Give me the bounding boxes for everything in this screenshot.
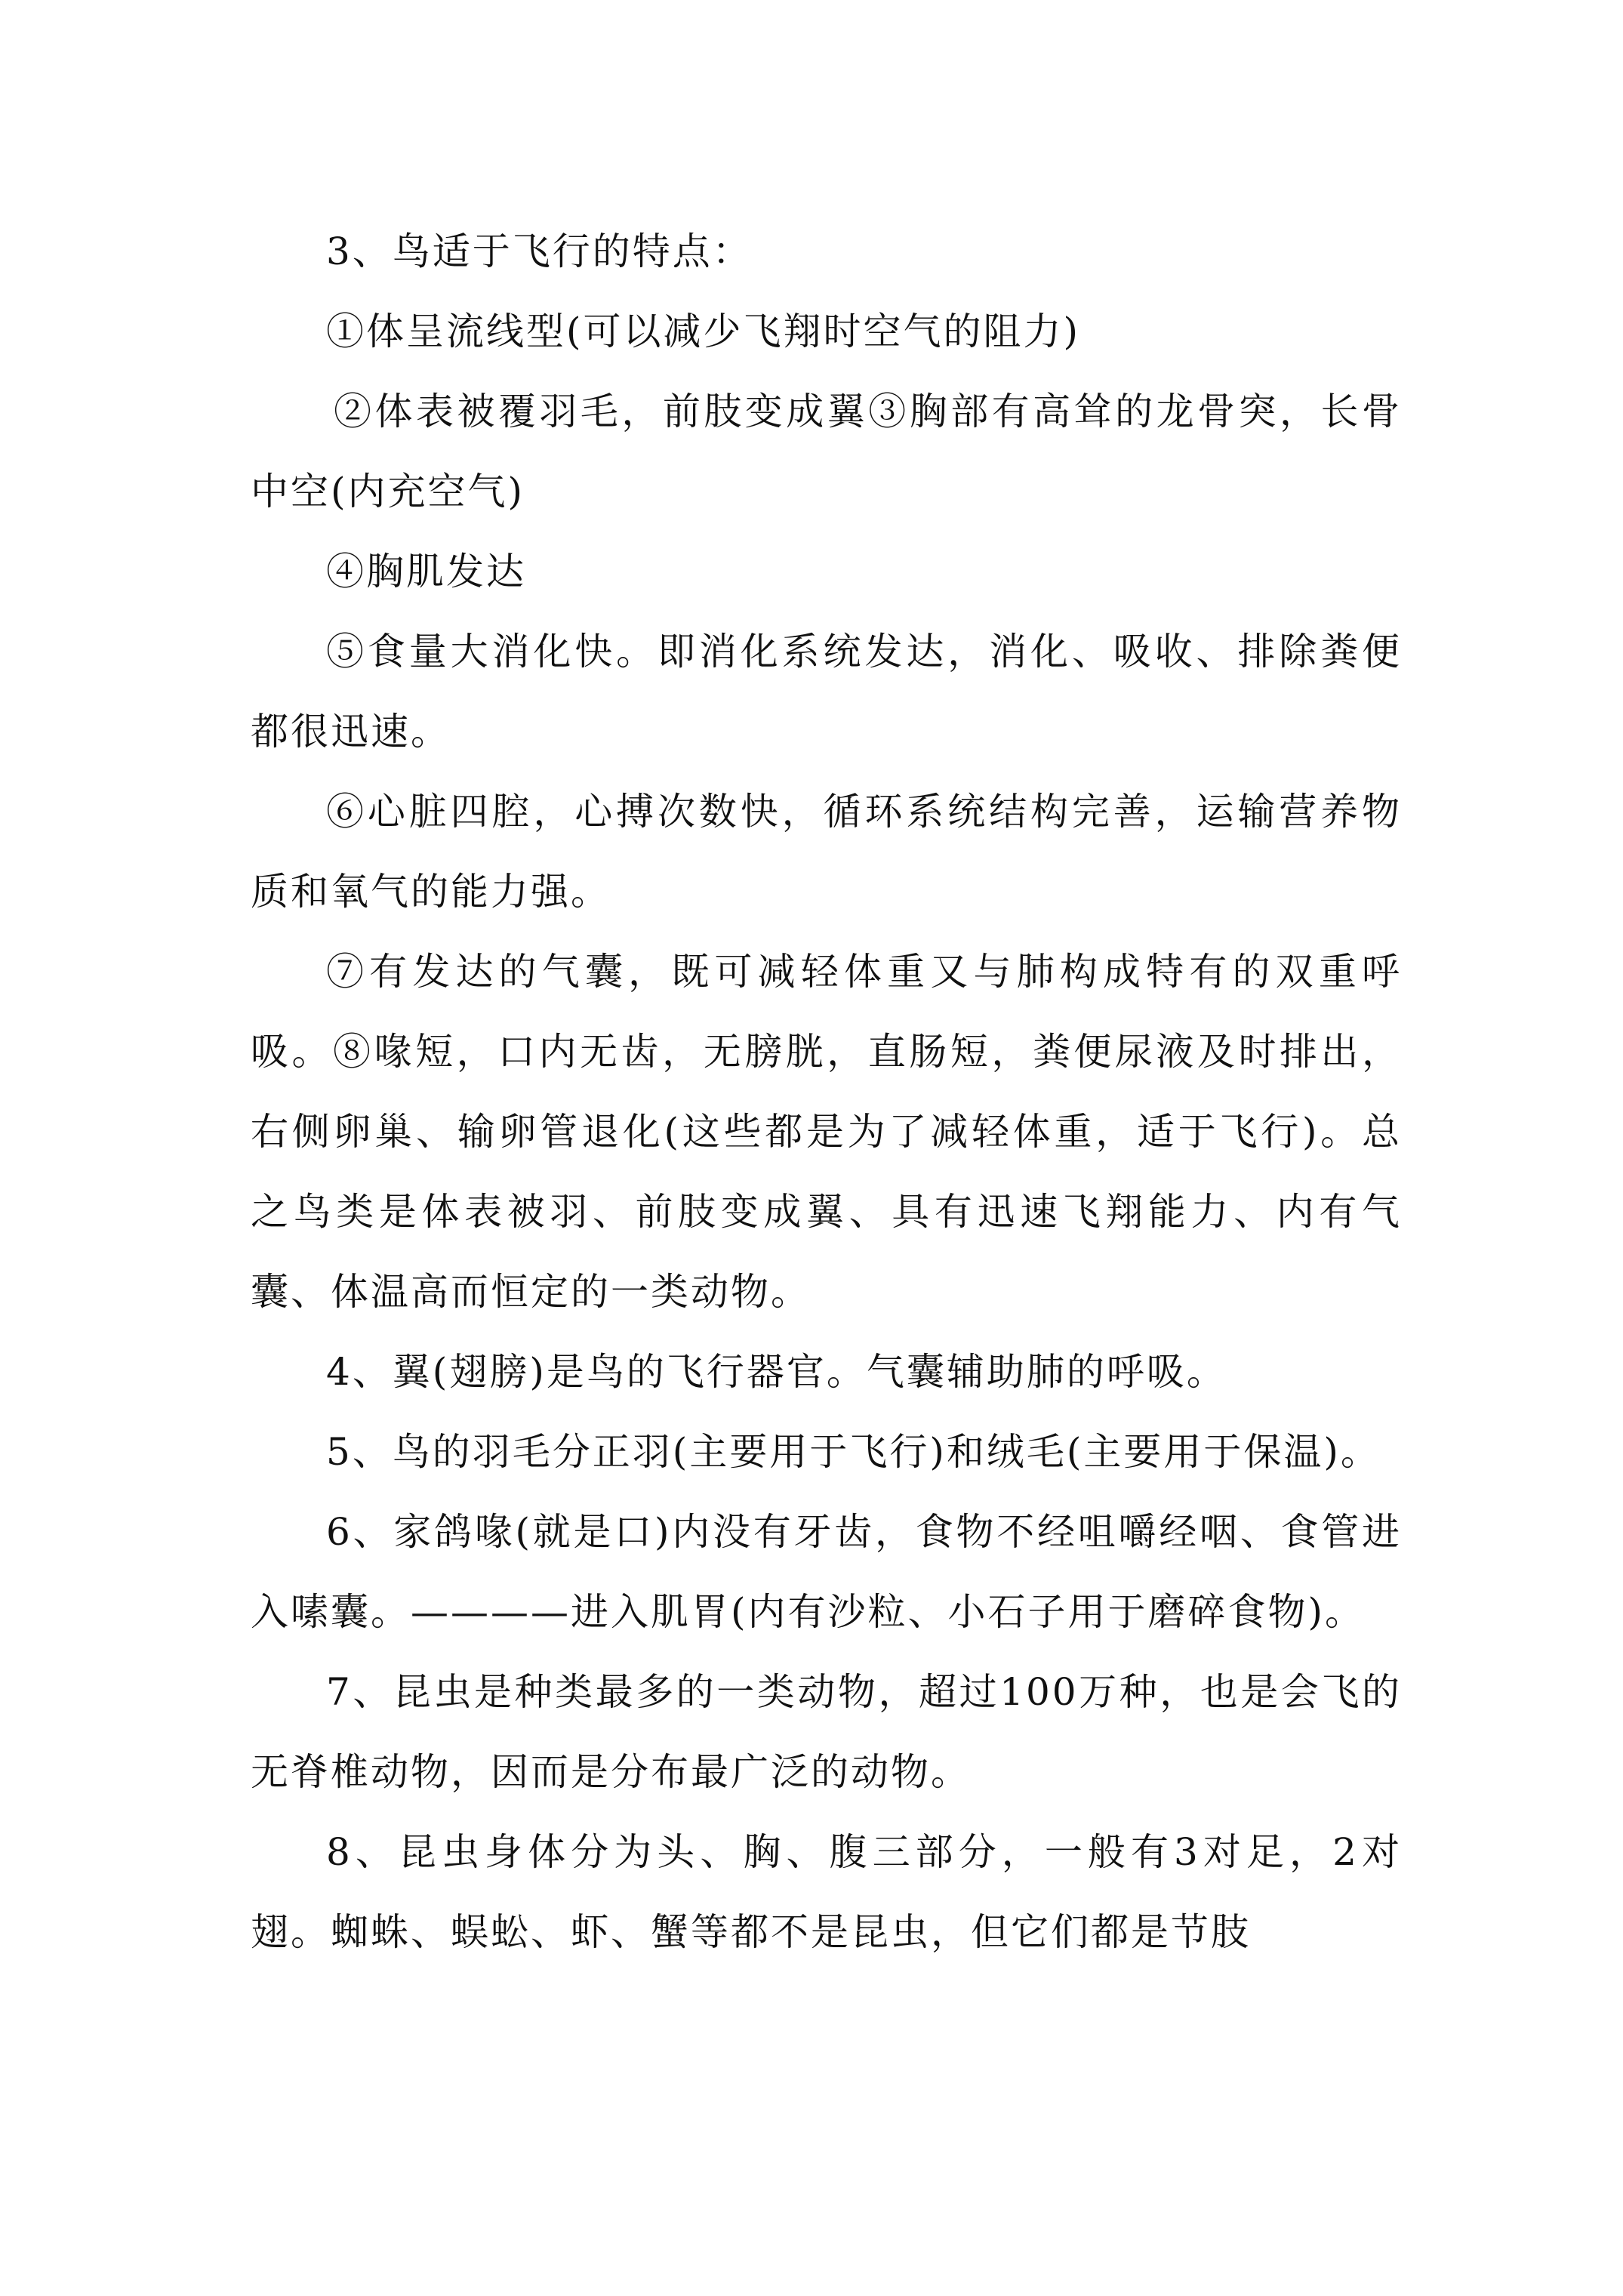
paragraph-digestion: ⑤食量大消化快。即消化系统发达，消化、吸收、排除粪便都很迅速。 <box>251 630 1402 754</box>
paragraph-feathers-keel: ②体表被覆羽毛，前肢变成翼③胸部有高耸的龙骨突，长骨中空(内充空气) <box>251 390 1402 513</box>
paragraph-insect-species: 7、昆虫是种类最多的一类动物，超过100万种，也是会飞的无脊椎动物，因而是分布最广泛的动物。 <box>251 1670 1402 1794</box>
paragraph-chest-muscle: ④胸肌发达 <box>326 550 526 593</box>
paragraph-wing-organ: 4、翼(翅膀)是鸟的飞行器官。气囊辅助肺的呼吸。 <box>326 1350 1227 1394</box>
paragraph-heart: ⑥心脏四腔，心搏次数快，循环系统结构完善，运输营养物质和氧气的能力强。 <box>251 790 1402 914</box>
paragraph-feather-types: 5、鸟的羽毛分正羽(主要用于飞行)和绒毛(主要用于保温)。 <box>326 1430 1381 1474</box>
paragraph-streamlined-body: ①体呈流线型(可以减少飞翔时空气的阻力) <box>326 310 1081 353</box>
paragraph-bird-flight-heading: 3、鸟适于飞行的特点： <box>326 230 753 273</box>
paragraph-pigeon-beak: 6、家鸽喙(就是口)内没有牙齿，食物不经咀嚼经咽、食管进入嗉囊。————进入肌胃(内有沙粒、小石子用于磨碎食物)。 <box>251 1510 1402 1634</box>
document-body <box>251 211 1402 1972</box>
paragraph-insect-body: 8、昆虫身体分为头、胸、腹三部分，一般有3对足，2对翅。蜘蛛、蜈蚣、虾、蟹等都不是昆虫，但它们都是节肢 <box>251 1830 1402 1954</box>
paragraph-air-sacs: ⑦有发达的气囊，既可减轻体重又与肺构成特有的双重呼吸。⑧喙短，口内无齿，无膀胱，直肠短，粪便尿液及时排出，右侧卵巢、输卵管退化(这些都是为了减轻体重，适于飞行)。总之鸟类是体表被羽、前肢变成翼、具有迅速飞翔能力、内有气囊、体温高而恒定的一类动物。 <box>251 950 1402 1314</box>
